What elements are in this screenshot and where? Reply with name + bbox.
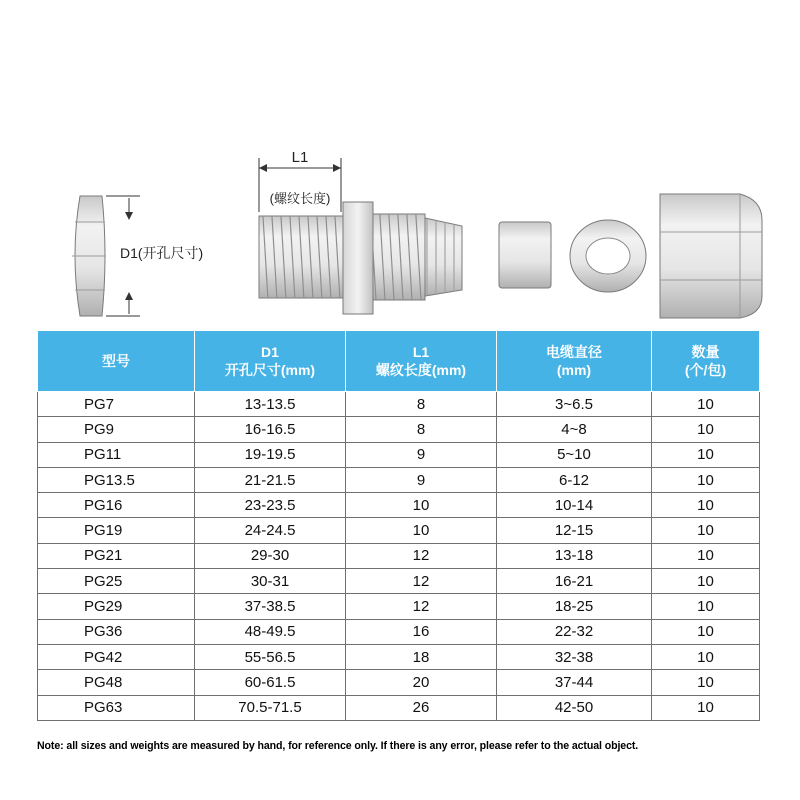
cell-model: PG7 (38, 392, 195, 417)
cell-l1: 12 (346, 543, 497, 568)
cell-model: PG21 (38, 543, 195, 568)
cap-nut-part (660, 194, 762, 318)
cell-quantity: 10 (652, 392, 760, 417)
cell-d1: 48-49.5 (195, 619, 346, 644)
seal-insert-part (499, 222, 551, 288)
cell-d1: 23-23.5 (195, 493, 346, 518)
cell-l1: 18 (346, 644, 497, 669)
cell-model: PG9 (38, 417, 195, 442)
table-row (38, 417, 760, 442)
l1-dimension (259, 149, 341, 212)
cell-model: PG29 (38, 594, 195, 619)
cell-cable-diameter: 12-15 (497, 518, 652, 543)
cell-model: PG11 (38, 442, 195, 467)
cell-cable-diameter: 13-18 (497, 543, 652, 568)
cell-l1: 10 (346, 493, 497, 518)
cell-quantity: 10 (652, 442, 760, 467)
header-model: 型号 (38, 331, 195, 392)
d1-dimension (106, 196, 203, 316)
l1-label: L1 (291, 149, 309, 166)
table-header-row (38, 331, 760, 392)
cell-l1: 16 (346, 619, 497, 644)
cell-d1: 24-24.5 (195, 518, 346, 543)
cell-model: PG13.5 (38, 467, 195, 492)
cell-cable-diameter: 16-21 (497, 569, 652, 594)
header-l1: L1 螺纹长度(mm) (346, 331, 497, 392)
cell-model: PG42 (38, 644, 195, 669)
footnote: Note: all sizes and weights are measured by hand, for reference only. If there is any error, please refer to the actual object. (37, 740, 639, 752)
washer-ring-part (570, 220, 646, 292)
cell-d1: 19-19.5 (195, 442, 346, 467)
table-row (38, 467, 760, 492)
table-row (38, 670, 760, 695)
cell-model: PG16 (38, 493, 195, 518)
cell-l1: 26 (346, 695, 497, 720)
cell-l1: 12 (346, 569, 497, 594)
cell-quantity: 10 (652, 543, 760, 568)
table-row (38, 493, 760, 518)
cell-d1: 37-38.5 (195, 594, 346, 619)
cell-cable-diameter: 10-14 (497, 493, 652, 518)
cell-model: PG25 (38, 569, 195, 594)
table-row (38, 543, 760, 568)
cell-d1: 55-56.5 (195, 644, 346, 669)
cell-cable-diameter: 3~6.5 (497, 392, 652, 417)
cell-cable-diameter: 37-44 (497, 670, 652, 695)
l1-sub-label: (螺纹长度) (269, 191, 331, 206)
cell-d1: 60-61.5 (195, 670, 346, 695)
cell-cable-diameter: 4~8 (497, 417, 652, 442)
cell-d1: 13-13.5 (195, 392, 346, 417)
cell-quantity: 10 (652, 417, 760, 442)
gland-body-part (259, 202, 462, 314)
table-row (38, 518, 760, 543)
header-cable-diameter: 电缆直径 (mm) (497, 331, 652, 392)
cell-l1: 8 (346, 392, 497, 417)
table-row (38, 442, 760, 467)
cell-quantity: 10 (652, 644, 760, 669)
cell-model: PG36 (38, 619, 195, 644)
cell-l1: 9 (346, 467, 497, 492)
locknut-part (72, 196, 106, 316)
cell-model: PG48 (38, 670, 195, 695)
cell-d1: 29-30 (195, 543, 346, 568)
header-d1: D1 开孔尺寸(mm) (195, 331, 346, 392)
table-row (38, 392, 760, 417)
cell-cable-diameter: 22-32 (497, 619, 652, 644)
cell-quantity: 10 (652, 695, 760, 720)
cell-cable-diameter: 42-50 (497, 695, 652, 720)
cell-d1: 16-16.5 (195, 417, 346, 442)
header-quantity: 数量 (个/包) (652, 331, 760, 392)
cell-quantity: 10 (652, 569, 760, 594)
cell-quantity: 10 (652, 493, 760, 518)
cell-quantity: 10 (652, 518, 760, 543)
cell-quantity: 10 (652, 467, 760, 492)
cell-cable-diameter: 18-25 (497, 594, 652, 619)
table-row (38, 569, 760, 594)
cell-quantity: 10 (652, 670, 760, 695)
cell-model: PG63 (38, 695, 195, 720)
cell-l1: 20 (346, 670, 497, 695)
cell-cable-diameter: 32-38 (497, 644, 652, 669)
cell-cable-diameter: 5~10 (497, 442, 652, 467)
cell-quantity: 10 (652, 594, 760, 619)
d1-label: D1(开孔尺寸) (120, 245, 204, 261)
cell-model: PG19 (38, 518, 195, 543)
cell-d1: 21-21.5 (195, 467, 346, 492)
table-row (38, 594, 760, 619)
cell-l1: 8 (346, 417, 497, 442)
cell-l1: 12 (346, 594, 497, 619)
cell-l1: 10 (346, 518, 497, 543)
spec-table (37, 330, 760, 721)
table-row (38, 644, 760, 669)
cable-gland-diagram (0, 0, 800, 330)
cell-cable-diameter: 6-12 (497, 467, 652, 492)
cell-d1: 30-31 (195, 569, 346, 594)
cell-d1: 70.5-71.5 (195, 695, 346, 720)
table-row (38, 695, 760, 720)
table-row (38, 619, 760, 644)
cell-quantity: 10 (652, 619, 760, 644)
cell-l1: 9 (346, 442, 497, 467)
